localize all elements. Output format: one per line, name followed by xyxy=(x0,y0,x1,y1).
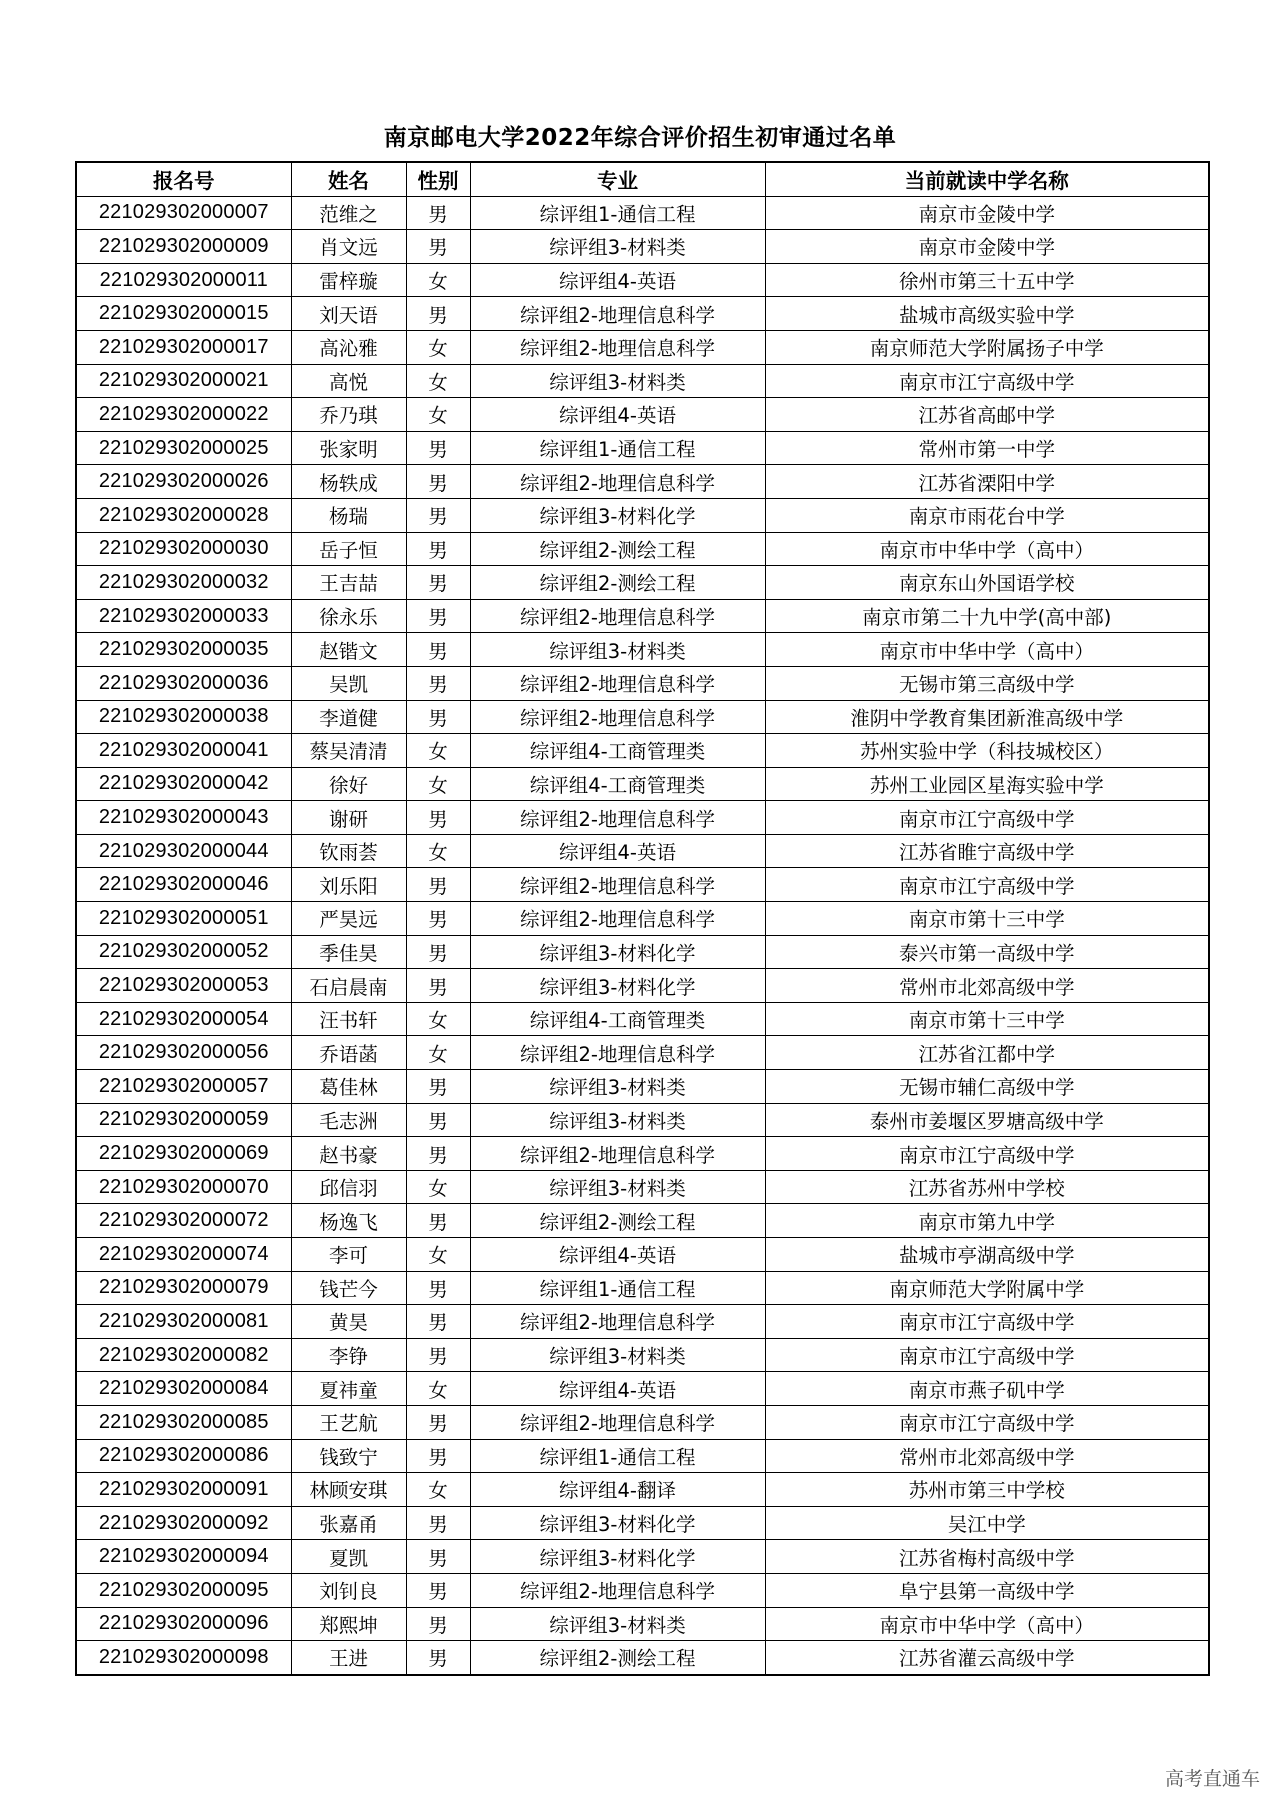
name-cell: 郑熙坤 xyxy=(291,1607,406,1641)
school-cell: 盐城市高级实验中学 xyxy=(765,297,1209,331)
name-cell: 季佳昊 xyxy=(291,935,406,969)
gender-cell: 男 xyxy=(406,196,470,230)
gender-cell: 男 xyxy=(406,566,470,600)
name-cell: 邱信羽 xyxy=(291,1170,406,1204)
name-cell: 夏凯 xyxy=(291,1540,406,1574)
gender-cell: 男 xyxy=(406,1103,470,1137)
table-header-row xyxy=(76,162,1209,196)
school-cell: 南京市江宁高级中学 xyxy=(765,1405,1209,1439)
major-cell: 综评组2-地理信息科学 xyxy=(470,902,765,936)
school-cell: 淮阴中学教育集团新淮高级中学 xyxy=(765,700,1209,734)
major-cell: 综评组2-地理信息科学 xyxy=(470,330,765,364)
name-cell: 毛志洲 xyxy=(291,1103,406,1137)
name-cell: 徐永乐 xyxy=(291,599,406,633)
table-row xyxy=(76,566,1209,600)
major-cell: 综评组2-地理信息科学 xyxy=(470,297,765,331)
registration-id-cell: 221029302000044 xyxy=(76,834,291,868)
table-row xyxy=(76,1271,1209,1305)
registration-id-cell: 221029302000030 xyxy=(76,532,291,566)
major-cell: 综评组2-测绘工程 xyxy=(470,1641,765,1675)
school-cell: 南京市金陵中学 xyxy=(765,230,1209,264)
major-cell: 综评组1-通信工程 xyxy=(470,196,765,230)
major-cell: 综评组4-工商管理类 xyxy=(470,734,765,768)
gender-cell: 男 xyxy=(406,1204,470,1238)
name-cell: 谢研 xyxy=(291,801,406,835)
major-cell: 综评组3-材料化学 xyxy=(470,498,765,532)
school-cell: 南京市中华中学（高中） xyxy=(765,633,1209,667)
school-cell: 阜宁县第一高级中学 xyxy=(765,1573,1209,1607)
table-row xyxy=(76,297,1209,331)
registration-id-cell: 221029302000042 xyxy=(76,767,291,801)
school-cell: 南京市中华中学（高中） xyxy=(765,1607,1209,1641)
school-cell: 南京市第十三中学 xyxy=(765,1002,1209,1036)
name-cell: 杨瑞 xyxy=(291,498,406,532)
gender-cell: 男 xyxy=(406,1305,470,1339)
table-row xyxy=(76,1405,1209,1439)
header-major: 专业 xyxy=(470,162,765,196)
gender-cell: 男 xyxy=(406,1540,470,1574)
table-row xyxy=(76,1573,1209,1607)
gender-cell: 女 xyxy=(406,1170,470,1204)
name-cell: 杨逸飞 xyxy=(291,1204,406,1238)
major-cell: 综评组1-通信工程 xyxy=(470,431,765,465)
gender-cell: 女 xyxy=(406,263,470,297)
gender-cell: 男 xyxy=(406,700,470,734)
header-gender: 性别 xyxy=(406,162,470,196)
table-row xyxy=(76,196,1209,230)
table-row xyxy=(76,1204,1209,1238)
table-row xyxy=(76,1540,1209,1574)
registration-id-cell: 221029302000054 xyxy=(76,1002,291,1036)
registration-id-cell: 221029302000011 xyxy=(76,263,291,297)
gender-cell: 女 xyxy=(406,1036,470,1070)
table-row xyxy=(76,263,1209,297)
registration-id-cell: 221029302000053 xyxy=(76,969,291,1003)
table-row xyxy=(76,801,1209,835)
school-cell: 泰兴市第一高级中学 xyxy=(765,935,1209,969)
registration-id-cell: 221029302000094 xyxy=(76,1540,291,1574)
table-row xyxy=(76,1439,1209,1473)
name-cell: 雷梓璇 xyxy=(291,263,406,297)
major-cell: 综评组3-材料类 xyxy=(470,1338,765,1372)
major-cell: 综评组2-地理信息科学 xyxy=(470,700,765,734)
school-cell: 江苏省苏州中学校 xyxy=(765,1170,1209,1204)
name-cell: 高沁雅 xyxy=(291,330,406,364)
major-cell: 综评组3-材料类 xyxy=(470,1070,765,1104)
table-row xyxy=(76,834,1209,868)
school-cell: 江苏省溧阳中学 xyxy=(765,465,1209,499)
table-row xyxy=(76,969,1209,1003)
table-row xyxy=(76,398,1209,432)
major-cell: 综评组3-材料化学 xyxy=(470,1540,765,1574)
table-row xyxy=(76,330,1209,364)
name-cell: 严昊远 xyxy=(291,902,406,936)
gender-cell: 男 xyxy=(406,902,470,936)
table-row xyxy=(76,498,1209,532)
major-cell: 综评组3-材料类 xyxy=(470,1103,765,1137)
registration-id-cell: 221029302000017 xyxy=(76,330,291,364)
name-cell: 刘钊良 xyxy=(291,1573,406,1607)
major-cell: 综评组4-英语 xyxy=(470,398,765,432)
gender-cell: 男 xyxy=(406,1338,470,1372)
gender-cell: 男 xyxy=(406,1506,470,1540)
registration-id-cell: 221029302000035 xyxy=(76,633,291,667)
admission-list-table xyxy=(75,161,1210,1676)
table-row xyxy=(76,1641,1209,1675)
major-cell: 综评组2-地理信息科学 xyxy=(470,868,765,902)
name-cell: 徐好 xyxy=(291,767,406,801)
name-cell: 刘天语 xyxy=(291,297,406,331)
gender-cell: 女 xyxy=(406,1238,470,1272)
school-cell: 南京市江宁高级中学 xyxy=(765,1137,1209,1171)
major-cell: 综评组2-地理信息科学 xyxy=(470,1137,765,1171)
registration-id-cell: 221029302000022 xyxy=(76,398,291,432)
registration-id-cell: 221029302000043 xyxy=(76,801,291,835)
registration-id-cell: 221029302000057 xyxy=(76,1070,291,1104)
name-cell: 夏祎童 xyxy=(291,1372,406,1406)
school-cell: 苏州市第三中学校 xyxy=(765,1473,1209,1507)
major-cell: 综评组4-英语 xyxy=(470,834,765,868)
gender-cell: 男 xyxy=(406,297,470,331)
major-cell: 综评组3-材料类 xyxy=(470,633,765,667)
name-cell: 范维之 xyxy=(291,196,406,230)
school-cell: 南京东山外国语学校 xyxy=(765,566,1209,600)
registration-id-cell: 221029302000086 xyxy=(76,1439,291,1473)
registration-id-cell: 221029302000079 xyxy=(76,1271,291,1305)
gender-cell: 男 xyxy=(406,633,470,667)
name-cell: 王吉喆 xyxy=(291,566,406,600)
table-row xyxy=(76,902,1209,936)
school-cell: 南京市金陵中学 xyxy=(765,196,1209,230)
major-cell: 综评组4-英语 xyxy=(470,1238,765,1272)
major-cell: 综评组2-地理信息科学 xyxy=(470,599,765,633)
name-cell: 李可 xyxy=(291,1238,406,1272)
major-cell: 综评组2-地理信息科学 xyxy=(470,1036,765,1070)
major-cell: 综评组4-翻译 xyxy=(470,1473,765,1507)
major-cell: 综评组2-地理信息科学 xyxy=(470,1573,765,1607)
name-cell: 黄昊 xyxy=(291,1305,406,1339)
gender-cell: 男 xyxy=(406,431,470,465)
school-cell: 南京市江宁高级中学 xyxy=(765,1305,1209,1339)
registration-id-cell: 221029302000096 xyxy=(76,1607,291,1641)
table-row xyxy=(76,767,1209,801)
registration-id-cell: 221029302000092 xyxy=(76,1506,291,1540)
school-cell: 苏州实验中学（科技城校区） xyxy=(765,734,1209,768)
registration-id-cell: 221029302000074 xyxy=(76,1238,291,1272)
registration-id-cell: 221029302000059 xyxy=(76,1103,291,1137)
table-row xyxy=(76,465,1209,499)
school-cell: 吴江中学 xyxy=(765,1506,1209,1540)
table-row xyxy=(76,633,1209,667)
table-row xyxy=(76,1002,1209,1036)
name-cell: 钱致宁 xyxy=(291,1439,406,1473)
gender-cell: 男 xyxy=(406,532,470,566)
gender-cell: 女 xyxy=(406,1002,470,1036)
registration-id-cell: 221029302000052 xyxy=(76,935,291,969)
major-cell: 综评组2-地理信息科学 xyxy=(470,1405,765,1439)
gender-cell: 男 xyxy=(406,1607,470,1641)
school-cell: 南京市中华中学（高中） xyxy=(765,532,1209,566)
major-cell: 综评组2-地理信息科学 xyxy=(470,1305,765,1339)
school-cell: 江苏省睢宁高级中学 xyxy=(765,834,1209,868)
name-cell: 岳子恒 xyxy=(291,532,406,566)
registration-id-cell: 221029302000033 xyxy=(76,599,291,633)
table-row xyxy=(76,532,1209,566)
name-cell: 乔乃琪 xyxy=(291,398,406,432)
gender-cell: 男 xyxy=(406,1137,470,1171)
gender-cell: 男 xyxy=(406,498,470,532)
table-row xyxy=(76,1103,1209,1137)
table-row xyxy=(76,1338,1209,1372)
registration-id-cell: 221029302000081 xyxy=(76,1305,291,1339)
major-cell: 综评组2-测绘工程 xyxy=(470,566,765,600)
table-row xyxy=(76,230,1209,264)
gender-cell: 男 xyxy=(406,1271,470,1305)
major-cell: 综评组4-英语 xyxy=(470,263,765,297)
gender-cell: 女 xyxy=(406,1473,470,1507)
major-cell: 综评组3-材料类 xyxy=(470,1607,765,1641)
school-cell: 江苏省梅村高级中学 xyxy=(765,1540,1209,1574)
header-registration-id: 报名号 xyxy=(76,162,291,196)
table-row xyxy=(76,868,1209,902)
gender-cell: 男 xyxy=(406,868,470,902)
major-cell: 综评组1-通信工程 xyxy=(470,1439,765,1473)
school-cell: 常州市第一中学 xyxy=(765,431,1209,465)
registration-id-cell: 221029302000098 xyxy=(76,1641,291,1675)
registration-id-cell: 221029302000026 xyxy=(76,465,291,499)
registration-id-cell: 221029302000082 xyxy=(76,1338,291,1372)
name-cell: 蔡吴清清 xyxy=(291,734,406,768)
name-cell: 乔语菡 xyxy=(291,1036,406,1070)
table-row xyxy=(76,431,1209,465)
school-cell: 南京市江宁高级中学 xyxy=(765,868,1209,902)
school-cell: 南京市雨花台中学 xyxy=(765,498,1209,532)
major-cell: 综评组2-地理信息科学 xyxy=(470,666,765,700)
registration-id-cell: 221029302000036 xyxy=(76,666,291,700)
watermark-text: 高考直通车 xyxy=(1164,1768,1260,1790)
registration-id-cell: 221029302000046 xyxy=(76,868,291,902)
table-row xyxy=(76,1607,1209,1641)
name-cell: 李道健 xyxy=(291,700,406,734)
major-cell: 综评组4-工商管理类 xyxy=(470,1002,765,1036)
name-cell: 赵书豪 xyxy=(291,1137,406,1171)
registration-id-cell: 221029302000041 xyxy=(76,734,291,768)
school-cell: 江苏省高邮中学 xyxy=(765,398,1209,432)
name-cell: 葛佳林 xyxy=(291,1070,406,1104)
major-cell: 综评组2-测绘工程 xyxy=(470,1204,765,1238)
table-row xyxy=(76,700,1209,734)
school-cell: 泰州市姜堰区罗塘高级中学 xyxy=(765,1103,1209,1137)
school-cell: 江苏省江都中学 xyxy=(765,1036,1209,1070)
registration-id-cell: 221029302000051 xyxy=(76,902,291,936)
school-cell: 盐城市亭湖高级中学 xyxy=(765,1238,1209,1272)
school-cell: 南京市第二十九中学(高中部) xyxy=(765,599,1209,633)
name-cell: 高悦 xyxy=(291,364,406,398)
major-cell: 综评组3-材料类 xyxy=(470,364,765,398)
registration-id-cell: 221029302000009 xyxy=(76,230,291,264)
gender-cell: 女 xyxy=(406,364,470,398)
registration-id-cell: 221029302000095 xyxy=(76,1573,291,1607)
major-cell: 综评组4-工商管理类 xyxy=(470,767,765,801)
major-cell: 综评组3-材料类 xyxy=(470,230,765,264)
gender-cell: 男 xyxy=(406,666,470,700)
school-cell: 常州市北郊高级中学 xyxy=(765,1439,1209,1473)
major-cell: 综评组4-英语 xyxy=(470,1372,765,1406)
gender-cell: 男 xyxy=(406,935,470,969)
name-cell: 林顾安琪 xyxy=(291,1473,406,1507)
school-cell: 无锡市辅仁高级中学 xyxy=(765,1070,1209,1104)
registration-id-cell: 221029302000070 xyxy=(76,1170,291,1204)
name-cell: 张家明 xyxy=(291,431,406,465)
name-cell: 王艺航 xyxy=(291,1405,406,1439)
gender-cell: 男 xyxy=(406,599,470,633)
registration-id-cell: 221029302000032 xyxy=(76,566,291,600)
name-cell: 肖文远 xyxy=(291,230,406,264)
gender-cell: 男 xyxy=(406,801,470,835)
table-row xyxy=(76,935,1209,969)
name-cell: 赵锴文 xyxy=(291,633,406,667)
major-cell: 综评组3-材料化学 xyxy=(470,935,765,969)
gender-cell: 男 xyxy=(406,1641,470,1675)
name-cell: 钦雨荟 xyxy=(291,834,406,868)
registration-id-cell: 221029302000084 xyxy=(76,1372,291,1406)
major-cell: 综评组2-地理信息科学 xyxy=(470,465,765,499)
name-cell: 石启晨南 xyxy=(291,969,406,1003)
table-row xyxy=(76,1473,1209,1507)
page-title: 南京邮电大学2022年综合评价招生初审通过名单 xyxy=(383,125,897,151)
school-cell: 南京市江宁高级中学 xyxy=(765,364,1209,398)
name-cell: 王进 xyxy=(291,1641,406,1675)
gender-cell: 男 xyxy=(406,1573,470,1607)
table-row xyxy=(76,1305,1209,1339)
registration-id-cell: 221029302000038 xyxy=(76,700,291,734)
table-row xyxy=(76,1372,1209,1406)
name-cell: 刘乐阳 xyxy=(291,868,406,902)
name-cell: 钱芒今 xyxy=(291,1271,406,1305)
school-cell: 徐州市第三十五中学 xyxy=(765,263,1209,297)
table-row xyxy=(76,364,1209,398)
name-cell: 张嘉甬 xyxy=(291,1506,406,1540)
table-row xyxy=(76,1170,1209,1204)
table-row xyxy=(76,666,1209,700)
registration-id-cell: 221029302000056 xyxy=(76,1036,291,1070)
major-cell: 综评组2-测绘工程 xyxy=(470,532,765,566)
major-cell: 综评组1-通信工程 xyxy=(470,1271,765,1305)
gender-cell: 男 xyxy=(406,230,470,264)
registration-id-cell: 221029302000091 xyxy=(76,1473,291,1507)
school-cell: 无锡市第三高级中学 xyxy=(765,666,1209,700)
table-row xyxy=(76,1036,1209,1070)
header-school: 当前就读中学名称 xyxy=(765,162,1209,196)
header-name: 姓名 xyxy=(291,162,406,196)
gender-cell: 男 xyxy=(406,969,470,1003)
school-cell: 南京市燕子矶中学 xyxy=(765,1372,1209,1406)
school-cell: 南京市江宁高级中学 xyxy=(765,1338,1209,1372)
gender-cell: 女 xyxy=(406,398,470,432)
major-cell: 综评组3-材料类 xyxy=(470,1170,765,1204)
name-cell: 杨轶成 xyxy=(291,465,406,499)
gender-cell: 女 xyxy=(406,1372,470,1406)
table-row xyxy=(76,1506,1209,1540)
gender-cell: 女 xyxy=(406,767,470,801)
school-cell: 江苏省灌云高级中学 xyxy=(765,1641,1209,1675)
registration-id-cell: 221029302000025 xyxy=(76,431,291,465)
name-cell: 吴凯 xyxy=(291,666,406,700)
school-cell: 苏州工业园区星海实验中学 xyxy=(765,767,1209,801)
table-body xyxy=(76,196,1209,1675)
registration-id-cell: 221029302000069 xyxy=(76,1137,291,1171)
school-cell: 南京师范大学附属扬子中学 xyxy=(765,330,1209,364)
name-cell: 李铮 xyxy=(291,1338,406,1372)
gender-cell: 女 xyxy=(406,834,470,868)
school-cell: 南京市江宁高级中学 xyxy=(765,801,1209,835)
gender-cell: 男 xyxy=(406,465,470,499)
school-cell: 南京市第九中学 xyxy=(765,1204,1209,1238)
registration-id-cell: 221029302000085 xyxy=(76,1405,291,1439)
registration-id-cell: 221029302000028 xyxy=(76,498,291,532)
name-cell: 汪书轩 xyxy=(291,1002,406,1036)
table-row xyxy=(76,734,1209,768)
table-row xyxy=(76,1137,1209,1171)
table-row xyxy=(76,1238,1209,1272)
gender-cell: 男 xyxy=(406,1439,470,1473)
major-cell: 综评组2-地理信息科学 xyxy=(470,801,765,835)
gender-cell: 女 xyxy=(406,734,470,768)
table-row xyxy=(76,1070,1209,1104)
registration-id-cell: 221029302000015 xyxy=(76,297,291,331)
major-cell: 综评组3-材料化学 xyxy=(470,969,765,1003)
registration-id-cell: 221029302000007 xyxy=(76,196,291,230)
gender-cell: 男 xyxy=(406,1070,470,1104)
registration-id-cell: 221029302000072 xyxy=(76,1204,291,1238)
school-cell: 南京市第十三中学 xyxy=(765,902,1209,936)
gender-cell: 女 xyxy=(406,330,470,364)
table-row xyxy=(76,599,1209,633)
school-cell: 常州市北郊高级中学 xyxy=(765,969,1209,1003)
gender-cell: 男 xyxy=(406,1405,470,1439)
major-cell: 综评组3-材料化学 xyxy=(470,1506,765,1540)
school-cell: 南京师范大学附属中学 xyxy=(765,1271,1209,1305)
registration-id-cell: 221029302000021 xyxy=(76,364,291,398)
